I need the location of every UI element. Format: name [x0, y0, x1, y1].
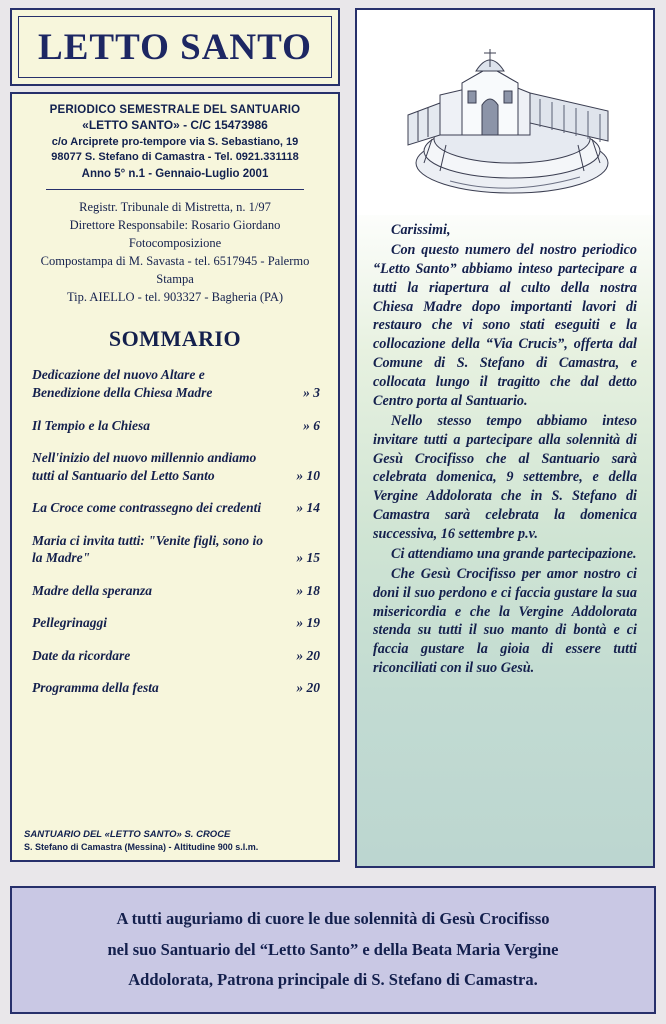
credits-typesetting: Compostampa di M. Savasta - tel. 6517945 - Palermo	[40, 254, 310, 269]
letter-salutation: Carissimi,	[391, 222, 451, 238]
toc-entry[interactable]	[32, 449, 320, 484]
publication-address-line1: c/o Arciprete pro-tempore via S. Sebastiano, 19	[51, 136, 299, 148]
toc-entry-label: La Croce come contrassegno dei credenti	[32, 500, 262, 516]
toc-entry-label: Il Tempio e la Chiesa	[32, 417, 151, 433]
toc-entry[interactable]	[32, 499, 320, 517]
credits-printing-label: Stampa	[156, 272, 194, 287]
toc-entry-label: Madre della speranza	[32, 582, 153, 598]
toc-entry-page: » 20	[296, 680, 320, 696]
toc-entry-label: Dedicazione del nuovo Altare e Benedizione della Chiesa Madre	[32, 367, 213, 400]
publication-info	[24, 104, 326, 180]
toc-entry-label: Date da ricordare	[32, 647, 131, 663]
publication-subtitle: PERIODICO SEMESTRALE DEL SANTUARIO	[49, 104, 301, 116]
toc-entry[interactable]	[32, 679, 320, 697]
sanctuary-caption-line1: SANTUARIO DEL «LETTO SANTO» S. CROCE	[24, 829, 231, 840]
credits-block	[24, 198, 326, 307]
sanctuary-caption-line2: S. Stefano di Camastra (Messina) - Altitudine 900 s.l.m.	[24, 842, 259, 852]
toc-entry-label: Pellegrinaggi	[32, 615, 107, 631]
masthead	[10, 8, 340, 86]
toc-entry-page: » 6	[303, 417, 320, 433]
toc-entry[interactable]	[32, 582, 320, 600]
bottom-banner	[10, 886, 656, 1014]
publication-issue: Anno 5° n.1 - Gennaio-Luglio 2001	[81, 167, 269, 180]
editorial-letter	[357, 215, 653, 687]
toc-entry[interactable]	[32, 647, 320, 665]
toc-entry[interactable]	[32, 532, 320, 567]
banner-message	[108, 904, 559, 996]
masthead-inner-frame	[18, 16, 332, 78]
credits-printing: Tip. AIELLO - tel. 903327 - Bagheria (PA)	[66, 290, 284, 305]
table-of-contents	[24, 366, 326, 697]
toc-entry-page: » 3	[303, 384, 320, 400]
divider-top	[46, 189, 304, 190]
right-column	[355, 8, 655, 868]
info-panel	[10, 92, 340, 862]
credits-registration: Registr. Tribunale di Mistretta, n. 1/97	[79, 199, 271, 214]
banner-line-3: Addolorata, Patrona principale di S. Stefano di Camastra.	[128, 970, 538, 990]
credits-director: Direttore Responsabile: Rosario Giordano	[69, 217, 281, 232]
toc-entry-label: Programma della festa	[32, 680, 159, 696]
credits-typesetting-label: Fotocomposizione	[128, 235, 222, 250]
letter-paragraph: Con questo numero del nostro periodico “Letto Santo” abbiamo inteso partecipare a tutti la riapertura al culto della nostra Chiesa Madre dopo importanti lavori di restauro che vi sono stati eseguiti e la collocazione della “Via Crucis”, offerta dal Comune di S. Stefano di Camastra, e collocata lungo il tragitto che dal detto Centro porta al Santuario.	[373, 241, 637, 409]
toc-entry-label: Nell'inizio del nuovo millennio andiamo tutti al Santuario del Letto Santo	[32, 450, 257, 483]
banner-line-1: A tutti auguriamo di cuore le due solennità di Gesù Crocifisso	[116, 909, 550, 929]
toc-entry-page: » 19	[296, 615, 320, 631]
toc-entry-page: » 14	[296, 500, 320, 516]
toc-entry-page: » 20	[296, 647, 320, 663]
toc-entry-page: » 10	[296, 467, 320, 483]
toc-entry[interactable]	[32, 366, 320, 401]
publication-account: «LETTO SANTO» - C/C 15473986	[82, 118, 268, 132]
publication-address-line2: 98077 S. Stefano di Camastra - Tel. 0921.331118	[51, 150, 299, 163]
church-drawing-icon	[380, 23, 630, 208]
toc-entry[interactable]	[32, 614, 320, 632]
letter-paragraph: Ci attendiamo una grande partecipazione.	[391, 545, 637, 562]
toc-entry-page: » 18	[296, 582, 320, 598]
letter-paragraph: Che Gesù Crocifisso per amor nostro ci doni il suo perdono e ci faccia gustare la sua misericordia e che la Vergine Addolorata stenda su tutti il suo manto di bontà e ci faccia gustare la gioia di essere tutti riconciliati con il suo Gesù.	[373, 565, 637, 677]
table-of-contents-title: SOMMARIO	[108, 326, 242, 352]
banner-line-2: nel suo Santuario del “Letto Santo” e della Beata Maria Vergine	[107, 939, 559, 959]
publication-address	[24, 135, 326, 165]
toc-entry[interactable]	[32, 417, 320, 435]
toc-entry-label: Maria ci invita tutti: "Venite figli, sono io la Madre"	[32, 532, 264, 566]
left-column	[10, 8, 340, 868]
publication-title: LETTO SANTO	[38, 26, 312, 68]
toc-entry-page: » 15	[296, 550, 320, 566]
sanctuary-illustration	[357, 10, 653, 215]
sanctuary-caption	[24, 829, 326, 852]
letter-paragraph: Nello stesso tempo abbiamo inteso invitare tutti a partecipare alla solennità di Gesù Crocifisso che al Santuario sarà celebrata domenica, 9 settembre, e della Vergine Addolorata che in S. Stefano di Camastra sarà celebrata la domenica successiva, 16 settembre p.v.	[373, 412, 637, 542]
